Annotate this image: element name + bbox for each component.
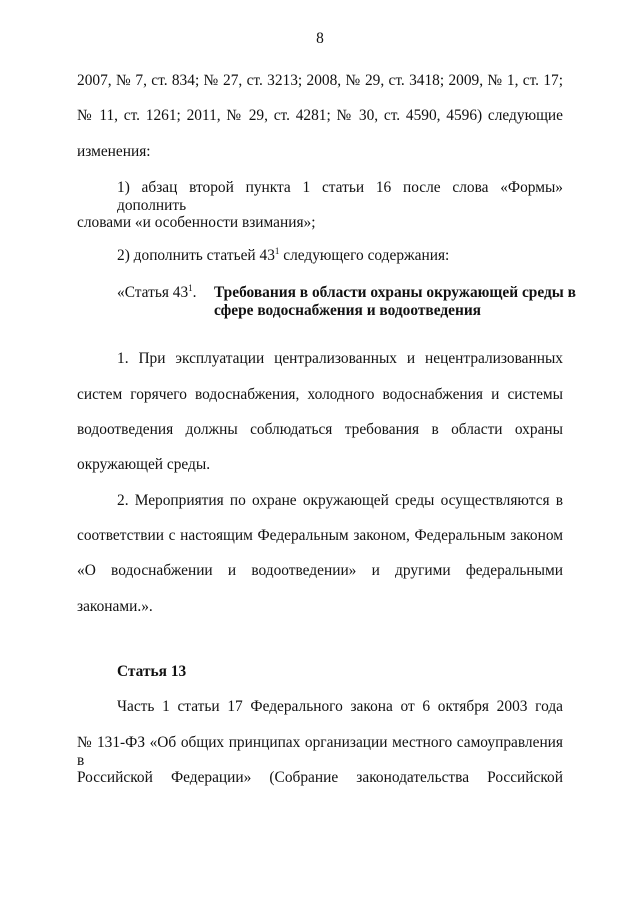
article-13-heading: Статья 13 [117,663,187,680]
intro-line-2: № 11, ст. 1261; 2011, № 29, ст. 4281; № 30, ст. 4590, 4596) следующие [77,107,563,124]
article13-line-1: Часть 1 статьи 17 Федерального закона от 6 октября 2003 года [117,698,563,715]
item2-suffix: следующего содержания: [279,247,450,264]
page-number: 8 [316,30,324,47]
item1-line-1: 1) абзац второй пункта 1 статьи 16 после слова «Формы» дополнить [117,179,563,214]
article-43-1-label: «Статья $43^1$. [117,283,197,301]
item1-line-2: словами «и особенности взимания»; [77,214,316,231]
article-43-1-superscript: 1 [188,283,193,293]
para2-line-3: «О водоснабжении и водоотведении» и другими федеральными [77,562,563,579]
intro-line-1: 2007, № 7, ст. 834; № 27, ст. 3213; 2008, № 29, ст. 3418; 2009, № 1, ст. 17; [77,72,563,89]
article13-line-2: № 131-ФЗ «Об общих принципах организации местного самоуправления в [77,734,563,769]
article13-line-3: Российской Федерации» (Собрание законодательства Российской [77,769,563,786]
article-43-1-title-line-1: Требования в области охраны окружающей среды в [214,284,576,301]
para2-line-4: законами.». [77,598,153,615]
para1-line-1: 1. При эксплуатации централизованных и нецентрализованных [117,350,563,367]
para1-line-2: систем горячего водоснабжения, холодного водоснабжения и системы [77,386,563,403]
item2-line [117,247,449,265]
item2-prefix: 2) дополнить статьей 43 [117,247,275,264]
article-43-1-title-line-2: сфере водоснабжения и водоотведения [214,302,482,319]
item2-superscript: 1 [274,246,280,256]
para1-line-3: водоотведения должны соблюдаться требования в области охраны [77,421,563,438]
para1-line-4: окружающей среды. [77,456,211,473]
para2-line-2: соответствии с настоящим Федеральным законом, Федеральным законом [77,527,563,544]
para2-line-1: 2. Мероприятия по охране окружающей среды осуществляются в [117,492,563,509]
intro-line-3: изменения: [77,143,151,160]
